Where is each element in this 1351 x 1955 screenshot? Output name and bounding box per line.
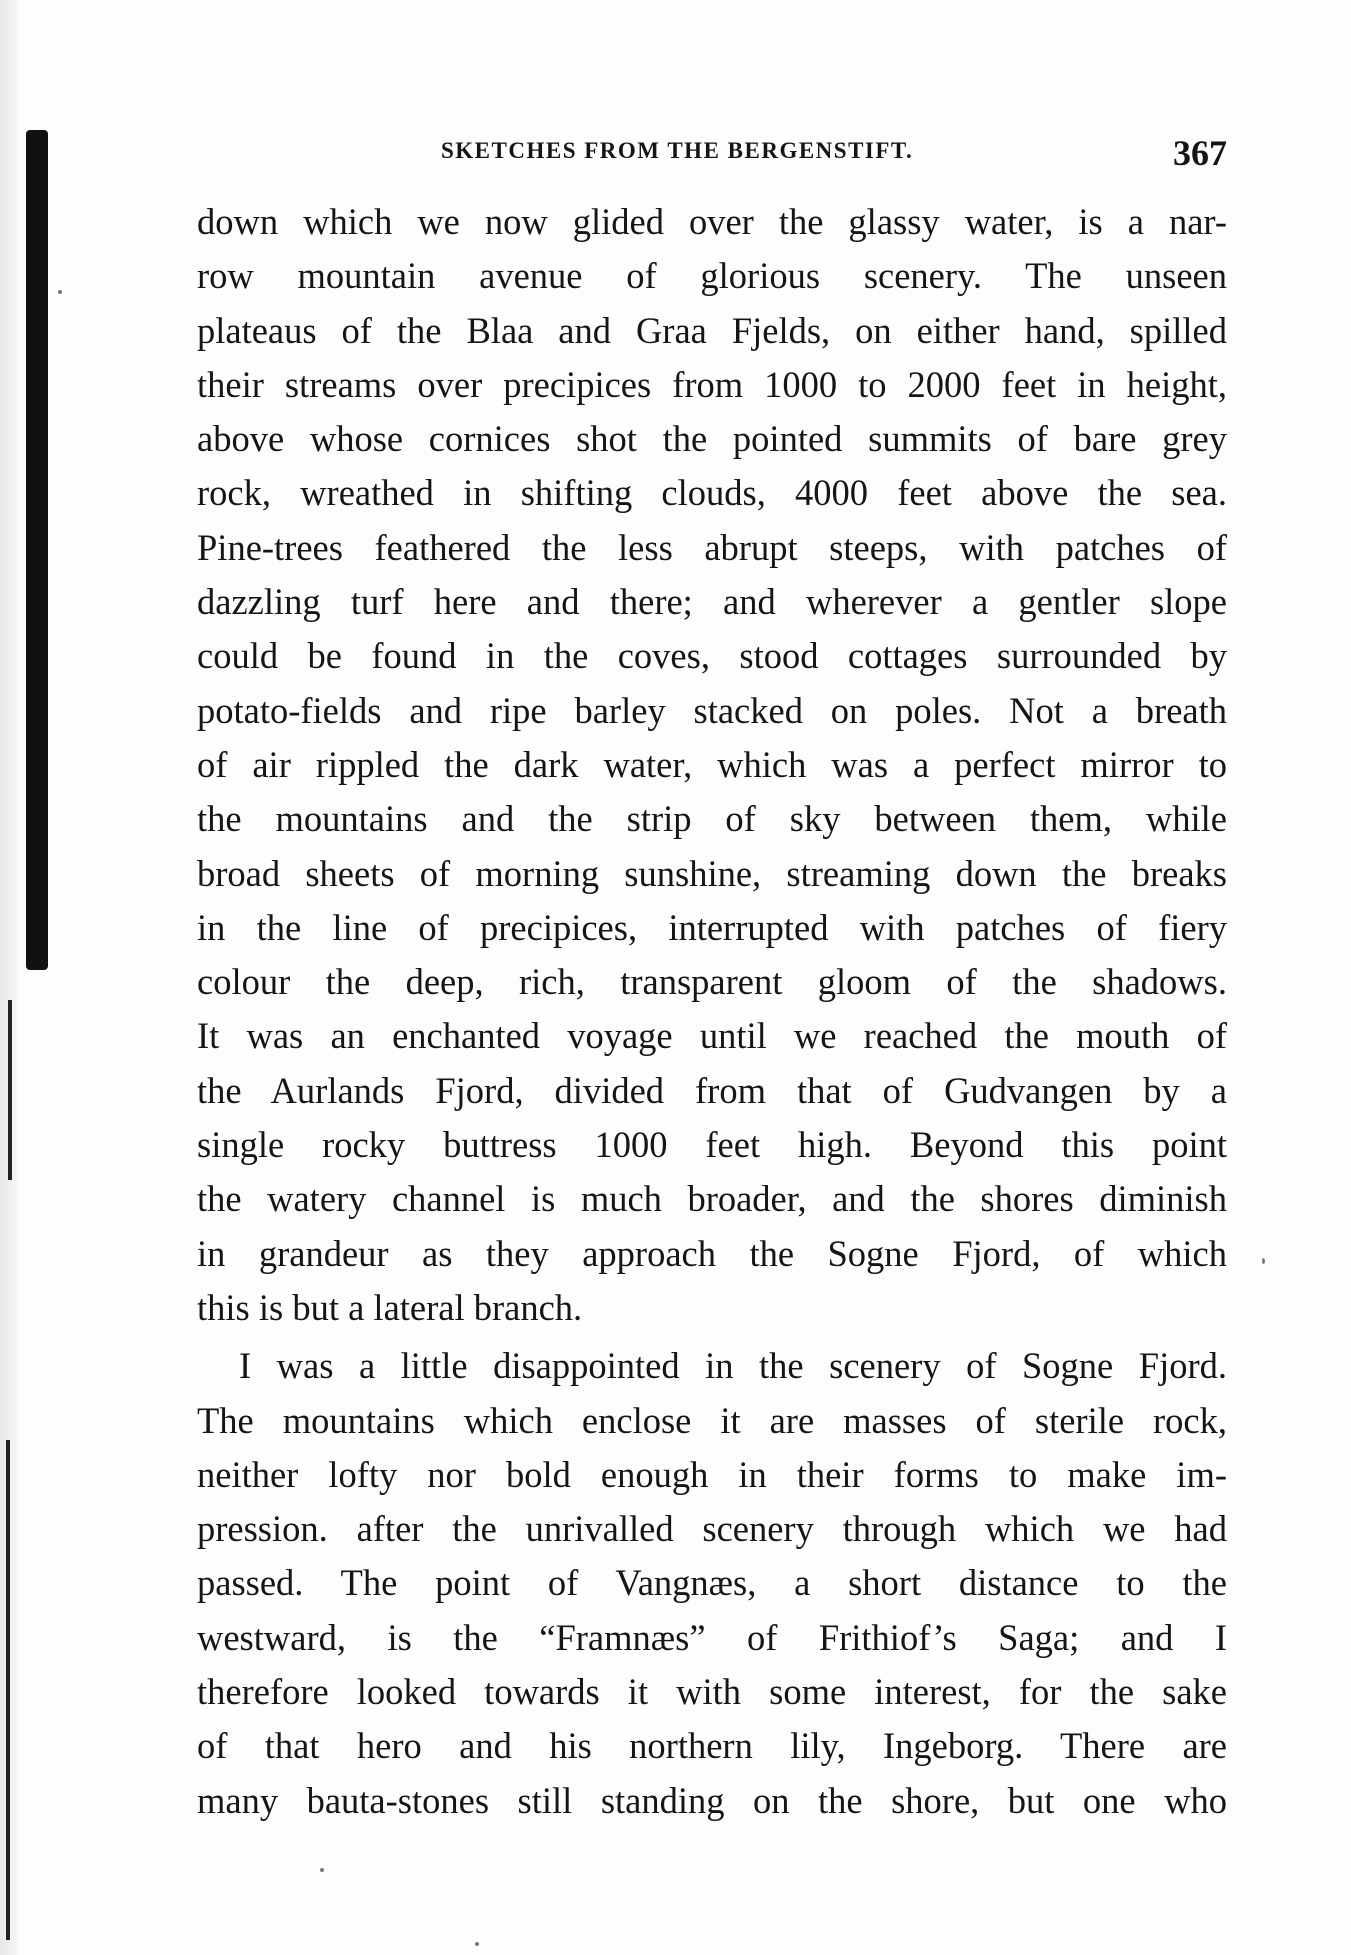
- page-number: 367: [1173, 133, 1227, 173]
- text-line: in the line of precipices, interrupted with patches of fiery: [197, 906, 1227, 948]
- text-line: down which we now glided over the glassy water, is a nar-: [197, 201, 1227, 242]
- binding-mark: [8, 1000, 12, 1180]
- text-line: westward, is the “Framnæs” of Frithiof’s Saga; and I: [197, 1616, 1227, 1658]
- page-header: [197, 132, 1227, 176]
- text-line: potato-fields and ripe barley stacked on poles. Not a breath: [197, 689, 1227, 731]
- text-line: neither lofty nor bold enough in their forms to make im-: [197, 1453, 1227, 1495]
- print-speck: [320, 1868, 324, 1872]
- text-line: above whose cornices shot the pointed summits of bare grey: [197, 418, 1227, 460]
- text-line: row mountain avenue of glorious scenery. The unseen: [197, 255, 1227, 297]
- text-line: plateaus of the Blaa and Graa Fjelds, on either hand, spilled: [197, 309, 1227, 351]
- binding-shadow: [26, 130, 48, 970]
- text-line: of that hero and his northern lily, Ingeborg. There are: [197, 1725, 1227, 1767]
- running-head: SKETCHES FROM THE BERGENSTIFT.: [441, 138, 914, 163]
- page-body: [197, 195, 1227, 1828]
- text-line: many bauta-stones still standing on the shore, but one who: [197, 1779, 1227, 1821]
- text-line: Pine-trees feathered the less abrupt steeps, with patches of: [197, 526, 1227, 568]
- text-line: the mountains and the strip of sky between them, while: [197, 798, 1227, 840]
- print-speck: [475, 1942, 479, 1946]
- text-line: the Aurlands Fjord, divided from that of Gudvangen by a: [197, 1069, 1227, 1111]
- binding-mark: [6, 1440, 10, 1940]
- print-speck: [1262, 1258, 1265, 1264]
- text-line: this is but a lateral branch.: [197, 1286, 583, 1328]
- paragraph-1: [197, 195, 1227, 1335]
- text-line: pression. after the unrivalled scenery through which we had: [197, 1508, 1227, 1550]
- text-line: could be found in the coves, stood cottages surrounded by: [197, 635, 1227, 677]
- text-line: colour the deep, rich, transparent gloom of the shadows.: [197, 961, 1227, 1003]
- text-line: of air rippled the dark water, which was a perfect mirror to: [197, 743, 1227, 785]
- text-line: in grandeur as they approach the Sogne Fjord, of which: [197, 1232, 1227, 1274]
- paragraph-2: [197, 1339, 1227, 1828]
- text-line: rock, wreathed in shifting clouds, 4000 feet above the sea.: [197, 472, 1227, 514]
- text-line: broad sheets of morning sunshine, streaming down the breaks: [197, 852, 1227, 894]
- text-line: single rocky buttress 1000 feet high. Beyond this point: [197, 1124, 1227, 1166]
- text-line: The mountains which enclose it are masses of sterile rock,: [197, 1399, 1227, 1441]
- text-line: passed. The point of Vangnæs, a short distance to the: [197, 1562, 1227, 1604]
- text-line: It was an enchanted voyage until we reached the mouth of: [197, 1015, 1227, 1057]
- text-line: dazzling turf here and there; and wherever a gentler slope: [197, 581, 1227, 623]
- text-line: therefore looked towards it with some interest, for the sake: [197, 1671, 1227, 1713]
- text-line: I was a little disappointed in the scenery of Sogne Fjord.: [239, 1345, 1227, 1387]
- print-speck: [58, 290, 62, 294]
- text-line: their streams over precipices from 1000 to 2000 feet in height,: [197, 363, 1227, 405]
- text-line: the watery channel is much broader, and the shores diminish: [197, 1178, 1227, 1220]
